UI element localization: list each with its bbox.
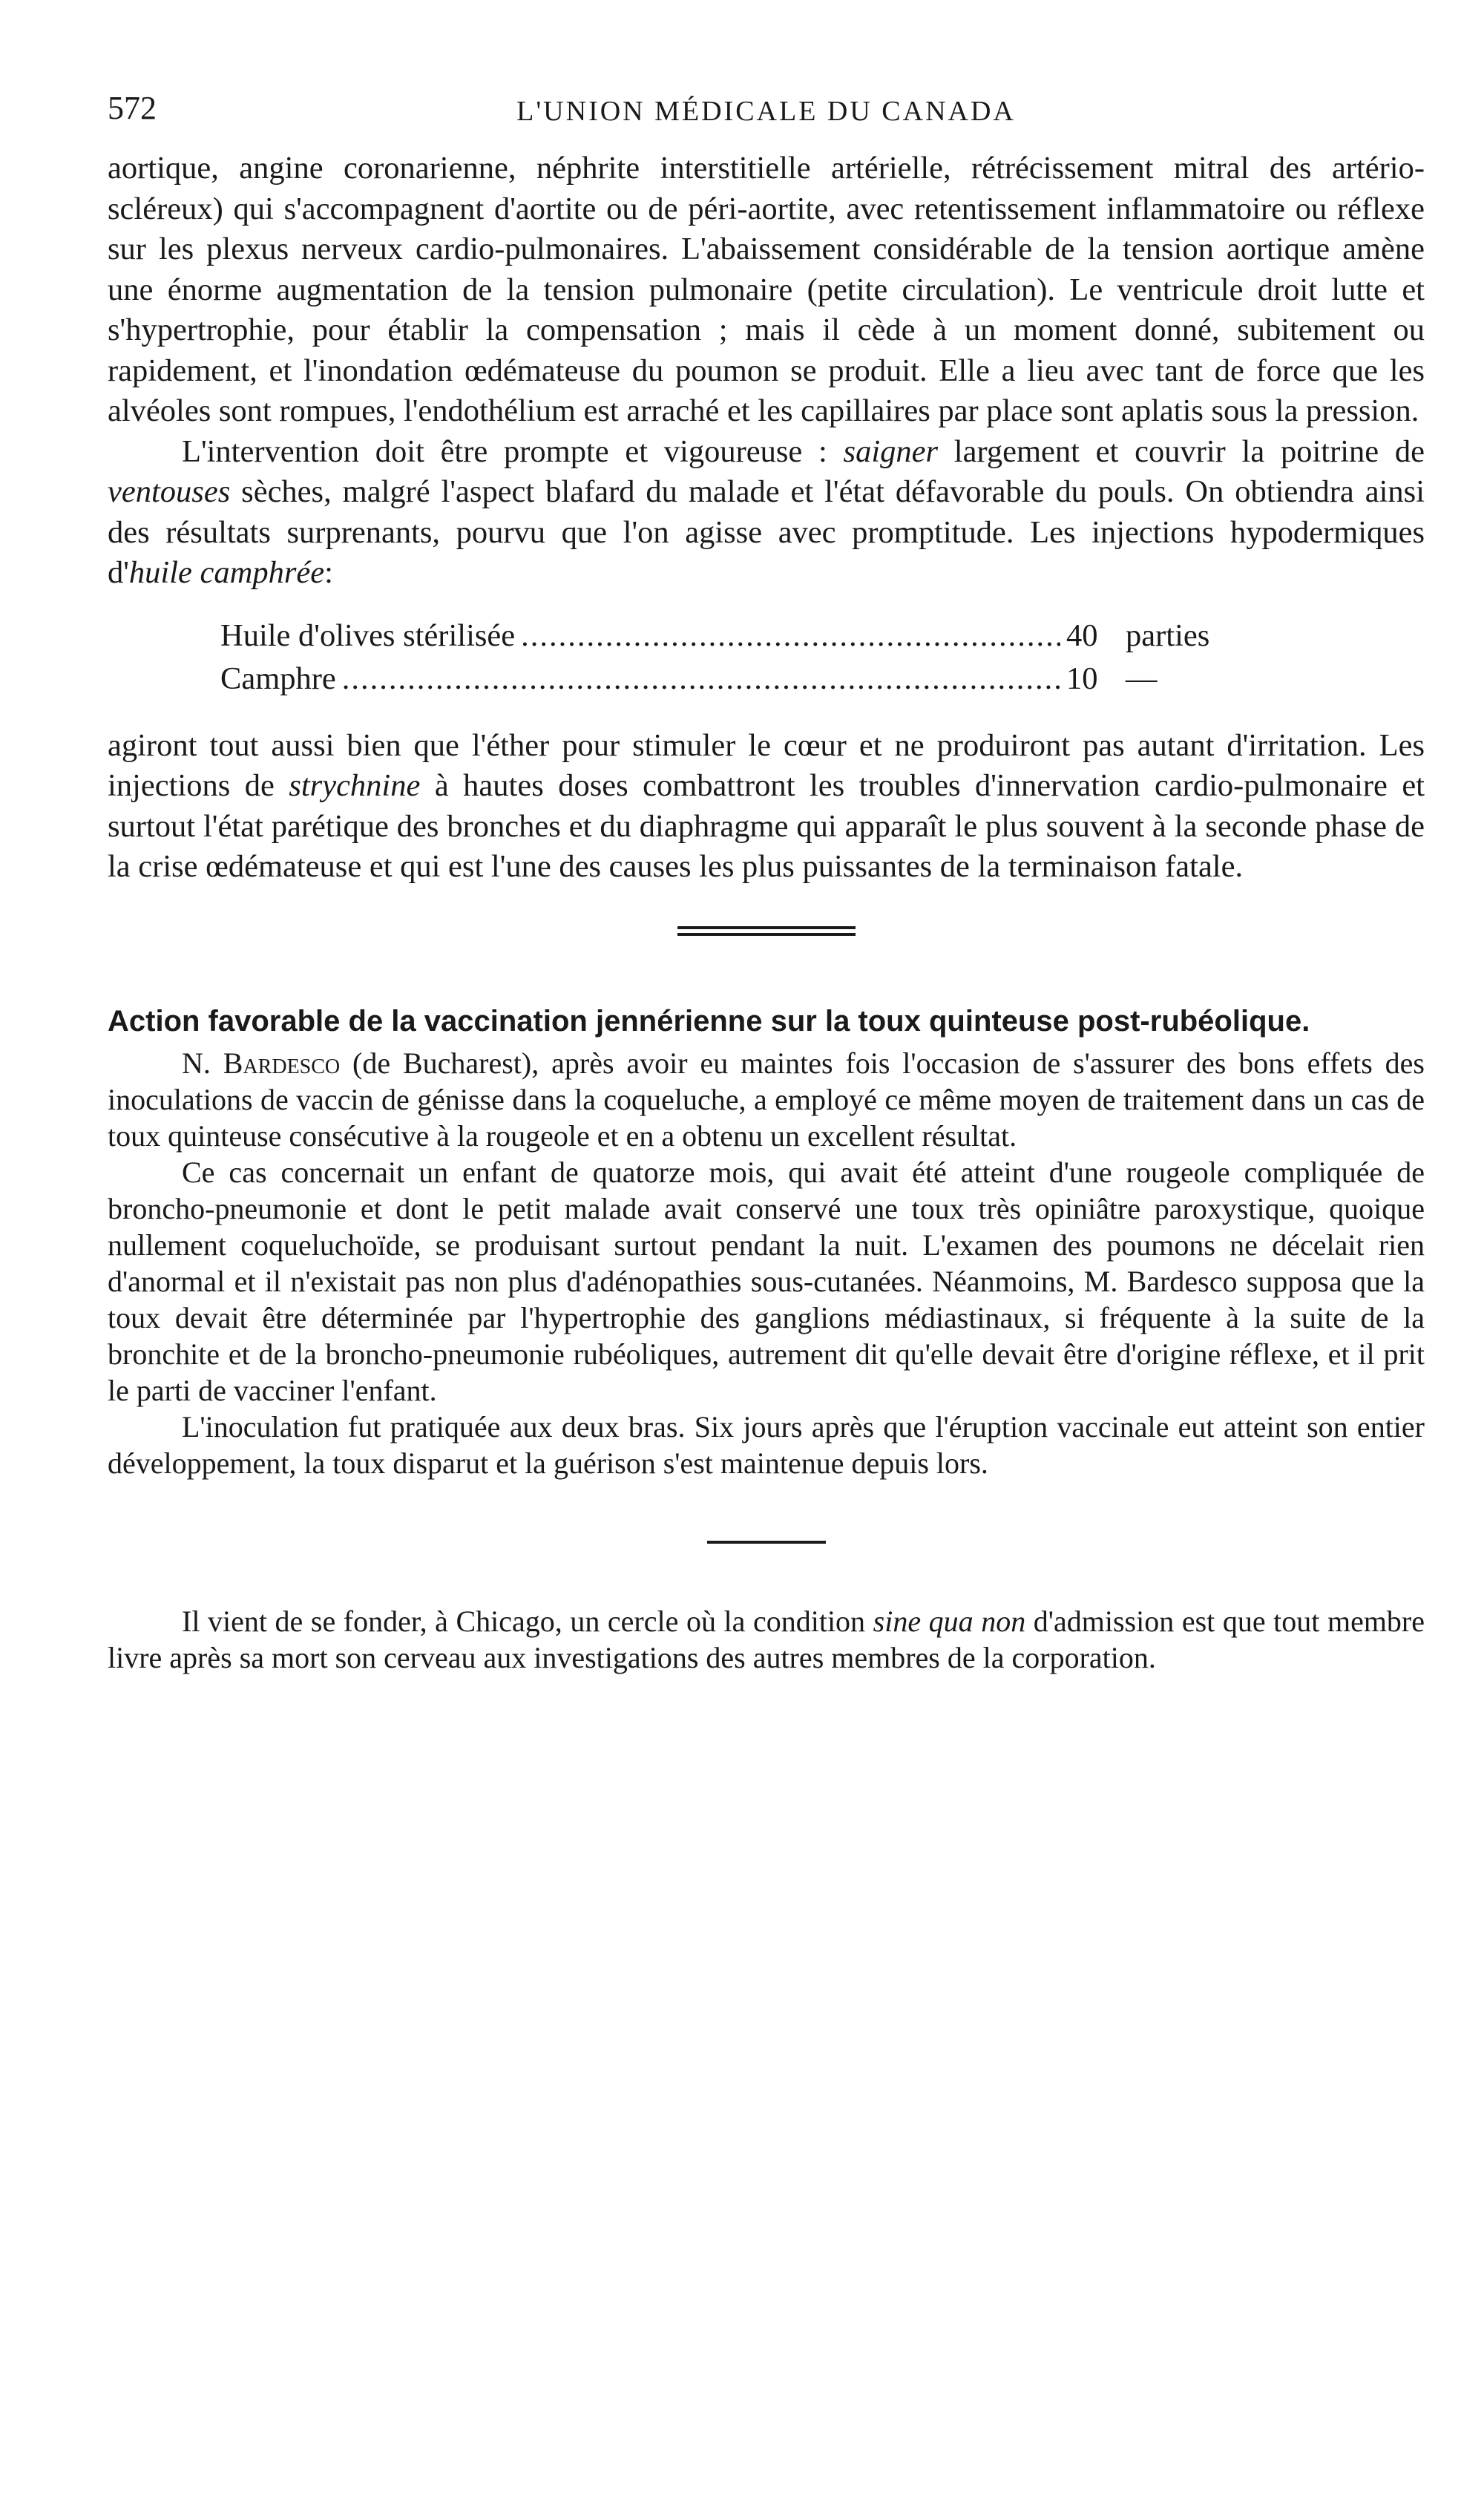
emphasis-ventouses: ventouses <box>108 474 231 509</box>
article-paragraph: N. Bardesco (de Bucharest), après avoir eu maintes fois l'occasion de s'assurer des bons effets des inoculations de vaccin de génisse dans la coqueluche, a employé ce même moyen de traitement dans un cas de toux quinteuse consécutive à la rougeole et en a obtenu un excellent résultat. <box>108 1046 1425 1153</box>
emphasis-saigner: saigner <box>843 433 939 469</box>
article-paragraph: Ce cas concernait un enfant de quatorze mois, qui avait été atteint d'une rougeole compliquée de broncho-pneumonie et dont le petit malade avait conservé une toux très opiniâtre paroxystique, quoique nullement coqueluchoïde, se produisant surtout pendant la nuit. L'examen des poumons ne décelait rien d'anormal et il n'existait pas non plus d'adénopathies sous-cutanées. Néanmoins, M. Bardesco supposa que la toux devait être déterminée par l'hypertrophie des ganglions médiastinaux, si fréquente à la suite de la bronchite et de la broncho-pneumonie rubéoliques, autrement dit qu'elle devait être d'origine réflexe, et il prit le parti de vacciner l'enfant. <box>108 1155 1425 1407</box>
paragraph-intervention: L'intervention doit être prompte et vigoureuse : saigner largement et couvrir la poitrine de ventouses sèches, malgré l'aspect blafard du malade et l'état défavorable du pouls. On obtiendra ainsi des résultats surprenants, pourvu que l'on agisse avec promptitude. Les injections hypodermiques d'huile camphrée: <box>108 433 1425 590</box>
ingredient-name: Camphre <box>220 661 336 696</box>
running-title: L'UNION MÉDICALE DU CANADA <box>516 96 1016 127</box>
ingredient-name: Huile d'olives stérilisée <box>220 617 516 653</box>
emphasis-sine-qua-non: sine qua non <box>873 1604 1026 1638</box>
prescription-row <box>220 615 1281 658</box>
brief-note <box>108 1603 1425 1676</box>
article-paragraph: L'inoculation fut pratiquée aux deux bras. Six jours après que l'éruption vaccinale eut atteint son entier développement, la toux disparut et la guérison s'est maintenue depuis lors. <box>108 1409 1425 1480</box>
paragraph-continuation: aortique, angine coronarienne, néphrite interstitielle artérielle, rétrécissement mitral des artério-scléreux) qui s'accompagnent d'aortite ou de péri-aortite, avec retentissement inflammatoire ou réflexe sur les plexus nerveux cardio-pulmonaires. L'abaissement considérable de la tension aortique amène une énorme augmentation de la tension pulmonaire (petite circulation). Le ventricule droit lutte et s'hypertrophie, pour établir la compensation ; mais il cède à un moment donné, subitement ou rapidement, et l'inondation œdémateuse du poumon se produit. Elle a lieu avec tant de force que les alvéoles sont rompues, l'endothélium est arraché et les capillaires par place sont aplatis sous la pression. <box>108 151 1425 428</box>
prescription-row <box>220 658 1281 701</box>
page-number: 572 <box>108 90 157 126</box>
document-page <box>108 89 1425 1676</box>
author-name: N. Bardesco <box>182 1046 341 1080</box>
page-header <box>108 89 1425 148</box>
emphasis-strychnine: strychnine <box>289 768 421 803</box>
article-body <box>108 1045 1425 1481</box>
prescription-list <box>220 615 1281 701</box>
dot-leader <box>521 615 1060 658</box>
section-divider <box>677 926 856 936</box>
emphasis-huile-camphree: huile camphrée <box>128 555 325 590</box>
dot-leader <box>342 658 1060 701</box>
article-title: Action favorable de la vaccination jennérienne sur la toux quinteuse post-rubéolique. <box>108 1004 1310 1038</box>
section-divider-short <box>707 1541 826 1544</box>
paragraph-strychnine: agiront tout aussi bien que l'éther pour stimuler le cœur et ne produiront pas autant d'irritation. Les injections de strychnine à hautes doses combattront les troubles d'innervation cardio-pulmonaire et surtout l'état parétique des bronches et du diaphragme qui apparaît le plus souvent à la seconde phase de la crise œdémateuse et qui est l'une des causes les plus puissantes de la terminaison fatale. <box>108 727 1425 884</box>
note-paragraph: Il vient de se fonder, à Chicago, un cercle où la condition sine qua non d'admission est que tout membre livre après sa mort son cerveau aux investigations des autres membres de la corporation. <box>108 1604 1425 1674</box>
ingredient-quantity: 10 — <box>1066 661 1158 696</box>
ingredient-quantity: 40 parties <box>1066 617 1210 653</box>
main-text <box>108 148 1425 888</box>
